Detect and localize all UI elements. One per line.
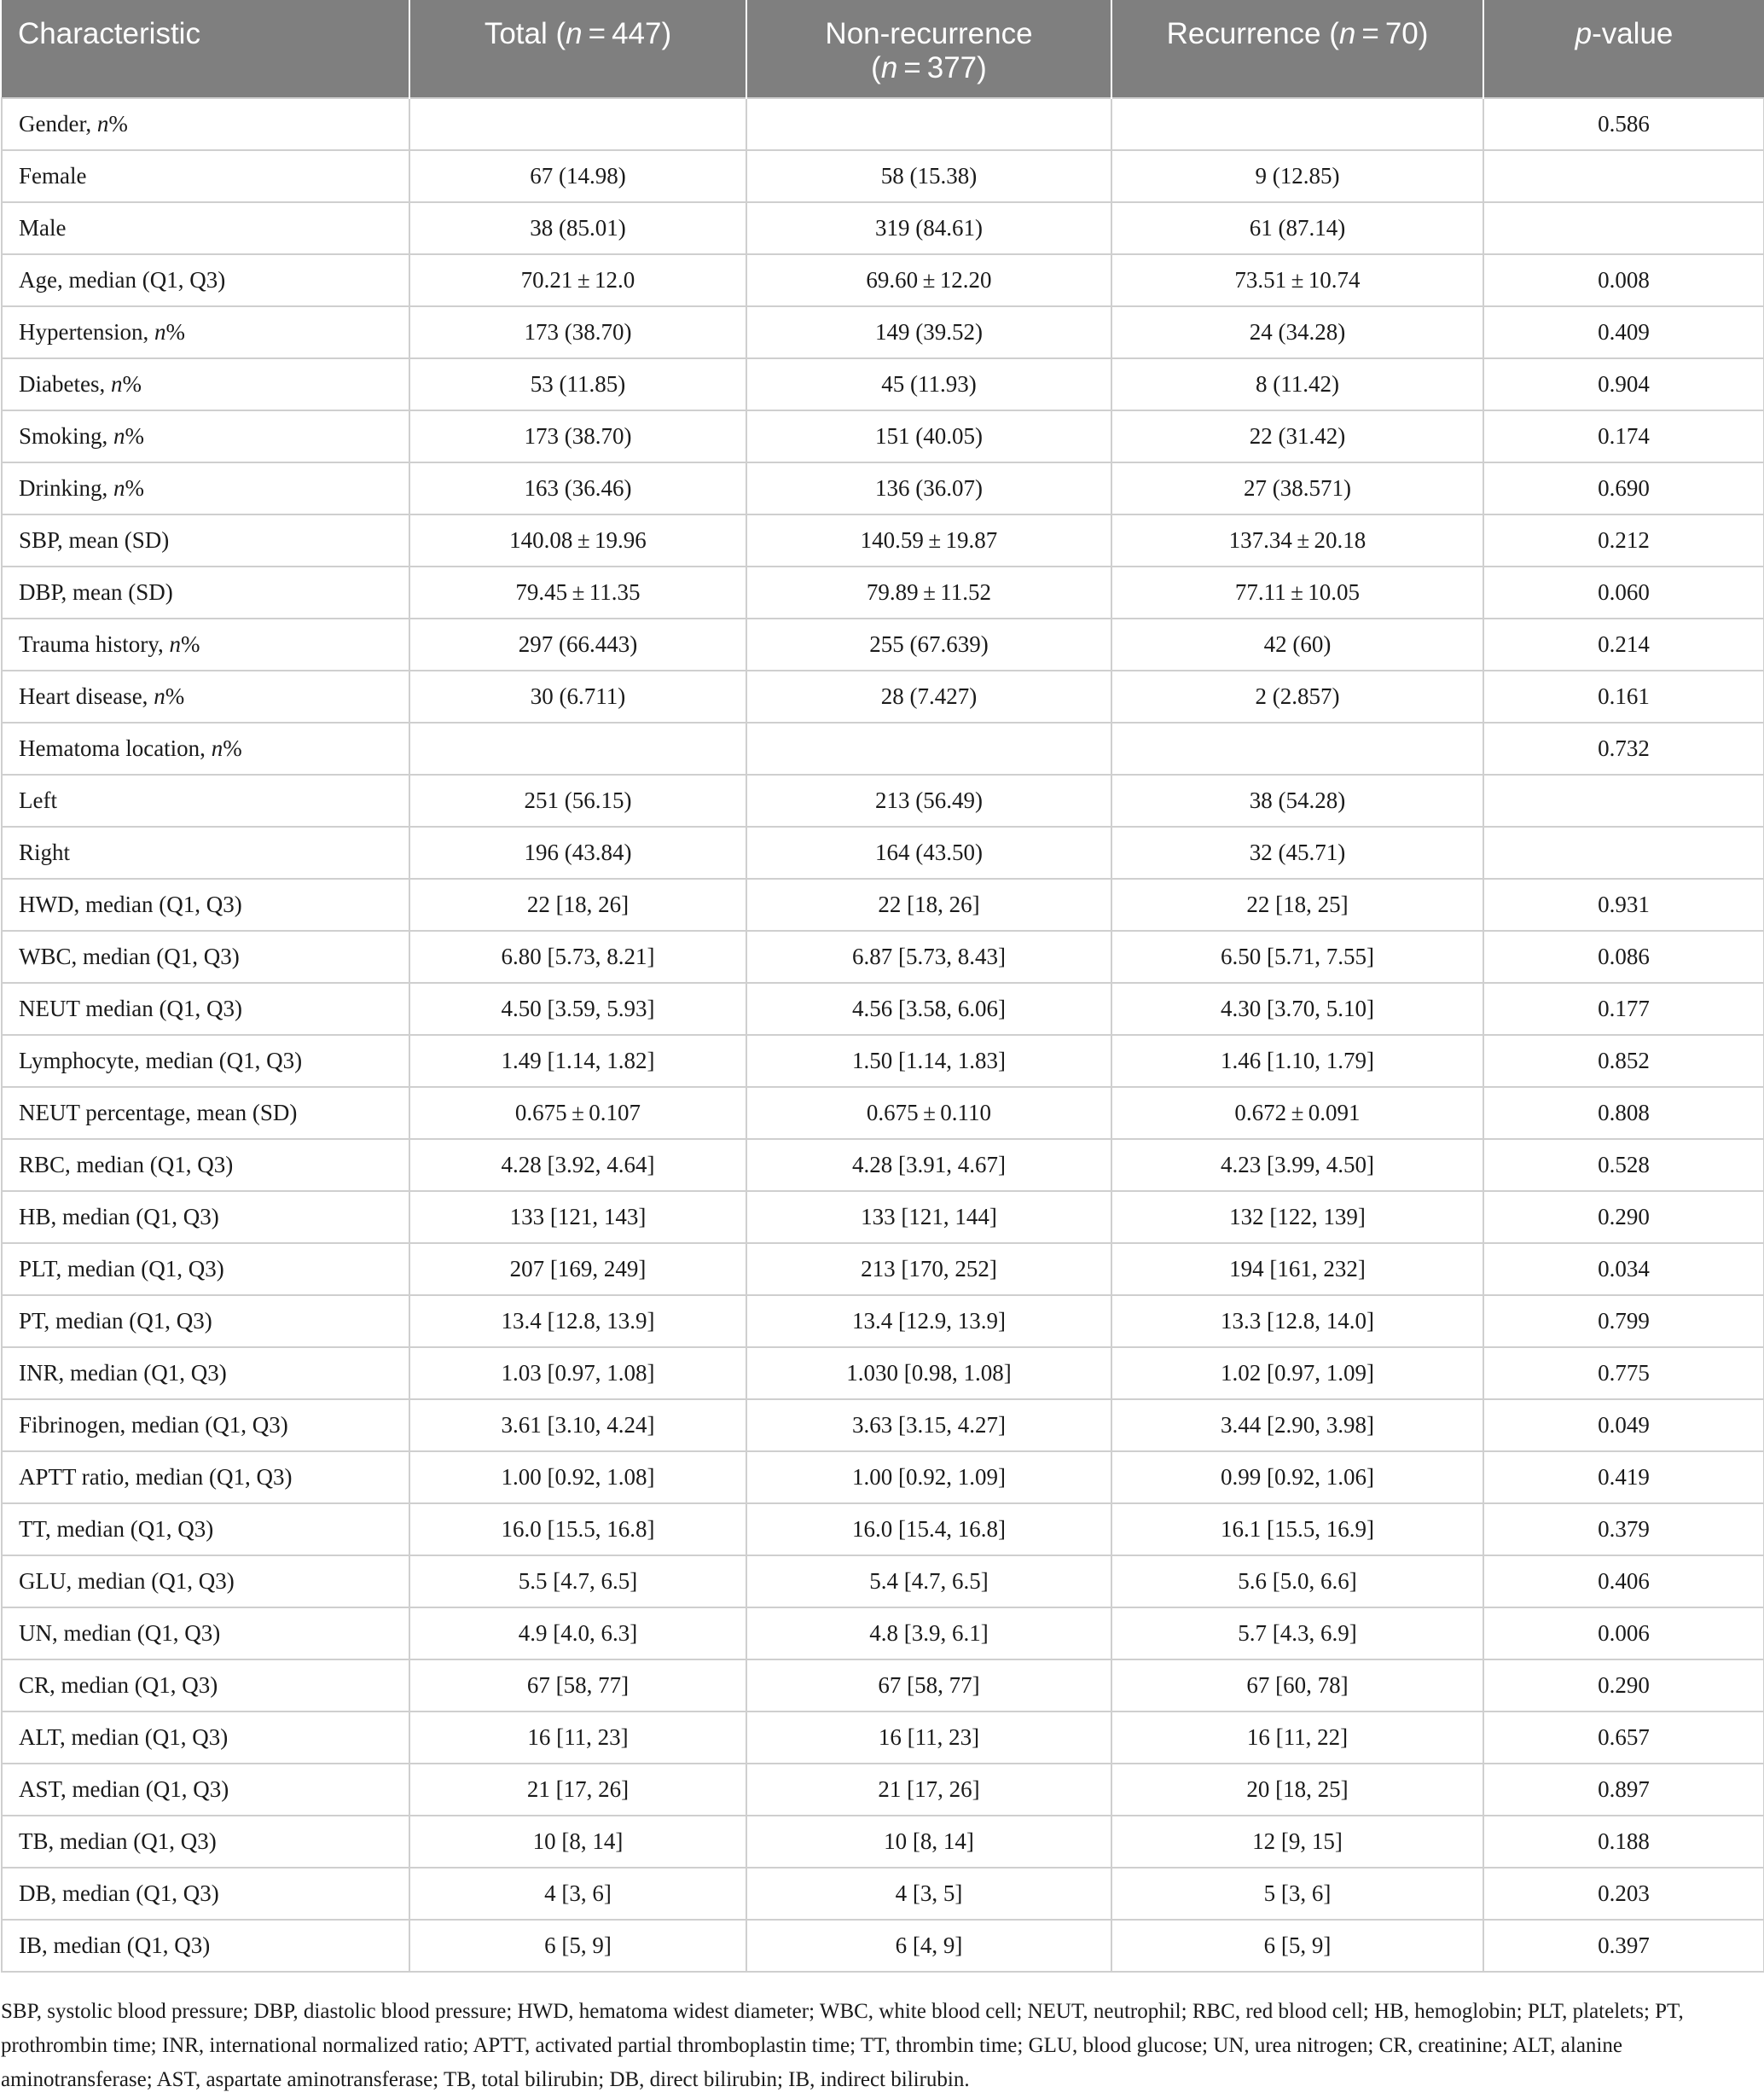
cell-p-value: 0.006: [1483, 1607, 1764, 1659]
table-row: [2, 671, 1764, 723]
cell-characteristic: APTT ratio, median (Q1, Q3): [2, 1451, 409, 1503]
cell-characteristic: Right: [2, 827, 409, 879]
table-row: [2, 1243, 1764, 1295]
cell-characteristic: Fibrinogen, median (Q1, Q3): [2, 1399, 409, 1451]
cell-characteristic: Drinking, n%: [2, 462, 409, 514]
cell-recurrence: [1111, 723, 1483, 775]
cell-total: 4.9 [4.0, 6.3]: [409, 1607, 746, 1659]
cell-non-recurrence: 79.89 ± 11.52: [746, 567, 1111, 619]
table-row: [2, 1920, 1764, 1972]
cell-non-recurrence: [746, 98, 1111, 150]
cell-p-value: 0.904: [1483, 358, 1764, 410]
cell-characteristic: UN, median (Q1, Q3): [2, 1607, 409, 1659]
cell-recurrence: 32 (45.71): [1111, 827, 1483, 879]
cell-characteristic: HWD, median (Q1, Q3): [2, 879, 409, 931]
table-row: [2, 1139, 1764, 1191]
cell-total: 297 (66.443): [409, 619, 746, 671]
table-row: [2, 1868, 1764, 1920]
cell-characteristic: IB, median (Q1, Q3): [2, 1920, 409, 1972]
cell-characteristic: Heart disease, n%: [2, 671, 409, 723]
cell-total: 16.0 [15.5, 16.8]: [409, 1503, 746, 1555]
cell-recurrence: 0.99 [0.92, 1.06]: [1111, 1451, 1483, 1503]
cell-p-value: 0.799: [1483, 1295, 1764, 1347]
cell-total: 1.00 [0.92, 1.08]: [409, 1451, 746, 1503]
cell-p-value: 0.897: [1483, 1764, 1764, 1816]
cell-total: 207 [169, 249]: [409, 1243, 746, 1295]
cell-p-value: 0.177: [1483, 983, 1764, 1035]
cell-p-value: 0.290: [1483, 1659, 1764, 1712]
cell-characteristic: INR, median (Q1, Q3): [2, 1347, 409, 1399]
table-row: [2, 1295, 1764, 1347]
table-row: [2, 358, 1764, 410]
cell-p-value: 0.203: [1483, 1868, 1764, 1920]
cell-total: 53 (11.85): [409, 358, 746, 410]
cell-recurrence: [1111, 98, 1483, 150]
cell-total: 140.08 ± 19.96: [409, 514, 746, 567]
cell-total: 38 (85.01): [409, 202, 746, 254]
table-row: [2, 202, 1764, 254]
cell-characteristic: Male: [2, 202, 409, 254]
cell-total: 0.675 ± 0.107: [409, 1087, 746, 1139]
cell-total: 6 [5, 9]: [409, 1920, 746, 1972]
cell-recurrence: 5.6 [5.0, 6.6]: [1111, 1555, 1483, 1607]
cell-total: 67 [58, 77]: [409, 1659, 746, 1712]
cell-recurrence: 67 [60, 78]: [1111, 1659, 1483, 1712]
cell-non-recurrence: 136 (36.07): [746, 462, 1111, 514]
cell-total: 21 [17, 26]: [409, 1764, 746, 1816]
table-row: [2, 1347, 1764, 1399]
cell-p-value: 0.419: [1483, 1451, 1764, 1503]
cell-non-recurrence: 21 [17, 26]: [746, 1764, 1111, 1816]
cell-recurrence: 12 [9, 15]: [1111, 1816, 1483, 1868]
cell-non-recurrence: 4.56 [3.58, 6.06]: [746, 983, 1111, 1035]
cell-characteristic: Diabetes, n%: [2, 358, 409, 410]
cell-p-value: 0.397: [1483, 1920, 1764, 1972]
cell-non-recurrence: 69.60 ± 12.20: [746, 254, 1111, 306]
cell-p-value: 0.034: [1483, 1243, 1764, 1295]
cell-characteristic: Hematoma location, n%: [2, 723, 409, 775]
cell-recurrence: 1.46 [1.10, 1.79]: [1111, 1035, 1483, 1087]
cell-total: 67 (14.98): [409, 150, 746, 202]
table-row: [2, 983, 1764, 1035]
cell-p-value: 0.049: [1483, 1399, 1764, 1451]
table-row: [2, 567, 1764, 619]
cell-total: 70.21 ± 12.0: [409, 254, 746, 306]
cell-recurrence: 6 [5, 9]: [1111, 1920, 1483, 1972]
cell-recurrence: 5 [3, 6]: [1111, 1868, 1483, 1920]
cell-recurrence: 22 (31.42): [1111, 410, 1483, 462]
cell-recurrence: 5.7 [4.3, 6.9]: [1111, 1607, 1483, 1659]
cell-non-recurrence: 10 [8, 14]: [746, 1816, 1111, 1868]
cell-characteristic: Hypertension, n%: [2, 306, 409, 358]
cell-non-recurrence: 4 [3, 5]: [746, 1868, 1111, 1920]
table-row: [2, 1555, 1764, 1607]
cell-total: 251 (56.15): [409, 775, 746, 827]
cell-p-value: 0.586: [1483, 98, 1764, 150]
cell-recurrence: 8 (11.42): [1111, 358, 1483, 410]
cell-characteristic: CR, median (Q1, Q3): [2, 1659, 409, 1712]
cell-p-value: 0.528: [1483, 1139, 1764, 1191]
cell-non-recurrence: 140.59 ± 19.87: [746, 514, 1111, 567]
cell-total: 173 (38.70): [409, 306, 746, 358]
table-row: [2, 462, 1764, 514]
table-row: [2, 1399, 1764, 1451]
cell-total: 5.5 [4.7, 6.5]: [409, 1555, 746, 1607]
cell-characteristic: TB, median (Q1, Q3): [2, 1816, 409, 1868]
cell-total: 4.28 [3.92, 4.64]: [409, 1139, 746, 1191]
cell-non-recurrence: 1.030 [0.98, 1.08]: [746, 1347, 1111, 1399]
cell-non-recurrence: 3.63 [3.15, 4.27]: [746, 1399, 1111, 1451]
cell-total: 173 (38.70): [409, 410, 746, 462]
cell-total: 22 [18, 26]: [409, 879, 746, 931]
cell-total: 4 [3, 6]: [409, 1868, 746, 1920]
cell-non-recurrence: 4.8 [3.9, 6.1]: [746, 1607, 1111, 1659]
cell-characteristic: NEUT percentage, mean (SD): [2, 1087, 409, 1139]
cell-total: 13.4 [12.8, 13.9]: [409, 1295, 746, 1347]
cell-characteristic: Female: [2, 150, 409, 202]
table-row: [2, 1451, 1764, 1503]
cell-recurrence: 27 (38.571): [1111, 462, 1483, 514]
cell-recurrence: 16.1 [15.5, 16.9]: [1111, 1503, 1483, 1555]
table-row: [2, 775, 1764, 827]
cell-total: 163 (36.46): [409, 462, 746, 514]
cell-non-recurrence: 255 (67.639): [746, 619, 1111, 671]
cell-total: 4.50 [3.59, 5.93]: [409, 983, 746, 1035]
cell-non-recurrence: 6 [4, 9]: [746, 1920, 1111, 1972]
table-row: [2, 1816, 1764, 1868]
cell-total: [409, 723, 746, 775]
cell-p-value: 0.161: [1483, 671, 1764, 723]
table-row: [2, 410, 1764, 462]
cell-non-recurrence: 16 [11, 23]: [746, 1712, 1111, 1764]
cell-non-recurrence: 319 (84.61): [746, 202, 1111, 254]
cell-recurrence: 4.30 [3.70, 5.10]: [1111, 983, 1483, 1035]
cell-recurrence: 194 [161, 232]: [1111, 1243, 1483, 1295]
cell-non-recurrence: 4.28 [3.91, 4.67]: [746, 1139, 1111, 1191]
cell-p-value: 0.060: [1483, 567, 1764, 619]
header-row: [2, 0, 1764, 98]
cell-characteristic: PT, median (Q1, Q3): [2, 1295, 409, 1347]
cell-non-recurrence: 213 (56.49): [746, 775, 1111, 827]
cell-total: 1.49 [1.14, 1.82]: [409, 1035, 746, 1087]
table-row: [2, 514, 1764, 567]
cell-characteristic: GLU, median (Q1, Q3): [2, 1555, 409, 1607]
cell-total: 79.45 ± 11.35: [409, 567, 746, 619]
cell-recurrence: 4.23 [3.99, 4.50]: [1111, 1139, 1483, 1191]
cell-non-recurrence: 45 (11.93): [746, 358, 1111, 410]
cell-p-value: 0.086: [1483, 931, 1764, 983]
cell-p-value: [1483, 827, 1764, 879]
cell-p-value: 0.379: [1483, 1503, 1764, 1555]
cell-characteristic: DBP, mean (SD): [2, 567, 409, 619]
cell-characteristic: ALT, median (Q1, Q3): [2, 1712, 409, 1764]
cell-total: [409, 98, 746, 150]
cell-p-value: 0.808: [1483, 1087, 1764, 1139]
cell-p-value: [1483, 150, 1764, 202]
cell-characteristic: HB, median (Q1, Q3): [2, 1191, 409, 1243]
cell-non-recurrence: 0.675 ± 0.110: [746, 1087, 1111, 1139]
cell-non-recurrence: 1.50 [1.14, 1.83]: [746, 1035, 1111, 1087]
cell-recurrence: 3.44 [2.90, 3.98]: [1111, 1399, 1483, 1451]
cell-recurrence: 24 (34.28): [1111, 306, 1483, 358]
cell-p-value: 0.775: [1483, 1347, 1764, 1399]
table-row: [2, 723, 1764, 775]
cell-non-recurrence: 22 [18, 26]: [746, 879, 1111, 931]
table-row: [2, 1503, 1764, 1555]
cell-non-recurrence: 133 [121, 144]: [746, 1191, 1111, 1243]
cell-characteristic: Smoking, n%: [2, 410, 409, 462]
table-row: [2, 1035, 1764, 1087]
cell-characteristic: WBC, median (Q1, Q3): [2, 931, 409, 983]
cell-characteristic: NEUT median (Q1, Q3): [2, 983, 409, 1035]
cell-non-recurrence: 5.4 [4.7, 6.5]: [746, 1555, 1111, 1607]
cell-total: 196 (43.84): [409, 827, 746, 879]
cell-recurrence: 22 [18, 25]: [1111, 879, 1483, 931]
cell-recurrence: 73.51 ± 10.74: [1111, 254, 1483, 306]
cell-p-value: 0.690: [1483, 462, 1764, 514]
cell-non-recurrence: 1.00 [0.92, 1.09]: [746, 1451, 1111, 1503]
cell-p-value: 0.214: [1483, 619, 1764, 671]
table-row: [2, 1607, 1764, 1659]
header-p-value: p-value: [1483, 0, 1764, 98]
cell-non-recurrence: 151 (40.05): [746, 410, 1111, 462]
table-row: [2, 1087, 1764, 1139]
cell-recurrence: 137.34 ± 20.18: [1111, 514, 1483, 567]
cell-recurrence: 38 (54.28): [1111, 775, 1483, 827]
cell-characteristic: Left: [2, 775, 409, 827]
table-row: [2, 879, 1764, 931]
cell-total: 16 [11, 23]: [409, 1712, 746, 1764]
cell-p-value: 0.188: [1483, 1816, 1764, 1868]
cell-recurrence: 6.50 [5.71, 7.55]: [1111, 931, 1483, 983]
cell-p-value: 0.852: [1483, 1035, 1764, 1087]
table-body: [2, 98, 1764, 1972]
cell-recurrence: 1.02 [0.97, 1.09]: [1111, 1347, 1483, 1399]
cell-recurrence: 77.11 ± 10.05: [1111, 567, 1483, 619]
cell-recurrence: 0.672 ± 0.091: [1111, 1087, 1483, 1139]
table-row: [2, 98, 1764, 150]
cell-characteristic: Age, median (Q1, Q3): [2, 254, 409, 306]
cell-recurrence: 13.3 [12.8, 14.0]: [1111, 1295, 1483, 1347]
table-row: [2, 827, 1764, 879]
table-row: [2, 619, 1764, 671]
cell-characteristic: DB, median (Q1, Q3): [2, 1868, 409, 1920]
cell-p-value: [1483, 202, 1764, 254]
cell-characteristic: RBC, median (Q1, Q3): [2, 1139, 409, 1191]
cell-characteristic: PLT, median (Q1, Q3): [2, 1243, 409, 1295]
cell-characteristic: SBP, mean (SD): [2, 514, 409, 567]
header-total: Total (n = 447): [409, 0, 746, 98]
cell-characteristic: Trauma history, n%: [2, 619, 409, 671]
header-recurrence: Recurrence (n = 70): [1111, 0, 1483, 98]
cell-non-recurrence: 13.4 [12.9, 13.9]: [746, 1295, 1111, 1347]
cell-non-recurrence: 28 (7.427): [746, 671, 1111, 723]
cell-non-recurrence: [746, 723, 1111, 775]
table-row: [2, 254, 1764, 306]
cell-p-value: 0.931: [1483, 879, 1764, 931]
cell-total: 133 [121, 143]: [409, 1191, 746, 1243]
cell-non-recurrence: 164 (43.50): [746, 827, 1111, 879]
table-row: [2, 1712, 1764, 1764]
header-non-recurrence: Non-recurrence (n = 377): [746, 0, 1111, 98]
table-footnote: SBP, systolic blood pressure; DBP, diastolic blood pressure; HWD, hematoma widest diameter; WBC, white blood cell; NEUT, neutrophil; RBC, red blood cell; HB, hemoglobin; PLT, platelets; PT, prothrombin time; INR, international normalized ratio; APTT, activated partial thromboplastin time; TT, thrombin time; GLU, blood glucose; UN, urea nitrogen; CR, creatinine; ALT, alanine aminotransferase; AST, aspartate aminotransferase; TB, total bilirubin; DB, direct bilirubin; IB, indirect bilirubin.: [1, 2000, 1684, 2091]
table-header: [2, 0, 1764, 98]
table-row: [2, 1659, 1764, 1712]
cell-recurrence: 42 (60): [1111, 619, 1483, 671]
cell-recurrence: 2 (2.857): [1111, 671, 1483, 723]
cell-total: 3.61 [3.10, 4.24]: [409, 1399, 746, 1451]
header-characteristic: Characteristic: [2, 0, 409, 98]
cell-characteristic: Gender, n%: [2, 98, 409, 150]
cell-characteristic: AST, median (Q1, Q3): [2, 1764, 409, 1816]
cell-characteristic: TT, median (Q1, Q3): [2, 1503, 409, 1555]
cell-non-recurrence: 6.87 [5.73, 8.43]: [746, 931, 1111, 983]
table-row: [2, 306, 1764, 358]
cell-p-value: [1483, 775, 1764, 827]
cell-non-recurrence: 213 [170, 252]: [746, 1243, 1111, 1295]
cell-p-value: 0.732: [1483, 723, 1764, 775]
cell-p-value: 0.174: [1483, 410, 1764, 462]
cell-p-value: 0.212: [1483, 514, 1764, 567]
cell-non-recurrence: 67 [58, 77]: [746, 1659, 1111, 1712]
cell-total: 1.03 [0.97, 1.08]: [409, 1347, 746, 1399]
cell-total: 6.80 [5.73, 8.21]: [409, 931, 746, 983]
cell-non-recurrence: 16.0 [15.4, 16.8]: [746, 1503, 1111, 1555]
cell-p-value: 0.290: [1483, 1191, 1764, 1243]
cell-p-value: 0.008: [1483, 254, 1764, 306]
cell-total: 10 [8, 14]: [409, 1816, 746, 1868]
cell-p-value: 0.409: [1483, 306, 1764, 358]
cell-recurrence: 20 [18, 25]: [1111, 1764, 1483, 1816]
cell-non-recurrence: 149 (39.52): [746, 306, 1111, 358]
cell-total: 30 (6.711): [409, 671, 746, 723]
cell-recurrence: 16 [11, 22]: [1111, 1712, 1483, 1764]
cell-non-recurrence: 58 (15.38): [746, 150, 1111, 202]
cell-p-value: 0.657: [1483, 1712, 1764, 1764]
characteristics-table: [1, 0, 1764, 1973]
cell-recurrence: 132 [122, 139]: [1111, 1191, 1483, 1243]
cell-recurrence: 9 (12.85): [1111, 150, 1483, 202]
table-row: [2, 931, 1764, 983]
cell-p-value: 0.406: [1483, 1555, 1764, 1607]
cell-recurrence: 61 (87.14): [1111, 202, 1483, 254]
table-row: [2, 1191, 1764, 1243]
table-row: [2, 1764, 1764, 1816]
cell-characteristic: Lymphocyte, median (Q1, Q3): [2, 1035, 409, 1087]
table-row: [2, 150, 1764, 202]
